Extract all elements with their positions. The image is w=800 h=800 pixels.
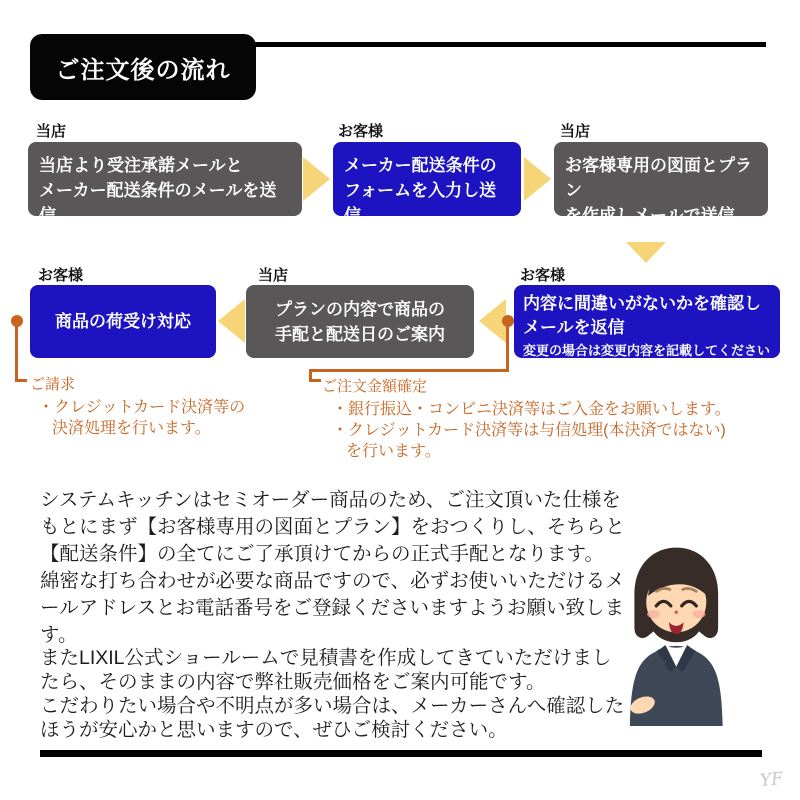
connector-line [506, 326, 509, 372]
flow-step2-line2: フォームを入力し送信 [344, 181, 497, 225]
connector-line [309, 369, 509, 372]
flow-step1-line1: 当店より受注承諾メールと [39, 156, 243, 175]
flow-step2-box [333, 142, 521, 225]
flow-step4-box [514, 285, 780, 358]
billing-label: ご請求 [30, 376, 76, 393]
arrow-right-icon [524, 157, 551, 201]
arrow-left-icon [218, 299, 245, 343]
flow-step1-line2: メーカー配送条件のメールを送信 [39, 181, 277, 225]
flow-step5-line2: 手配と配送日のご案内 [275, 324, 445, 344]
flow-step3-line1: お客様専用の図面とプラン [565, 156, 752, 200]
arrow-down-icon [626, 242, 666, 263]
actor-label-step3: 当店 [560, 123, 591, 140]
actor-label-step1: 当店 [36, 123, 67, 140]
connector-line [15, 379, 27, 382]
actor-label-step4: お客様 [520, 267, 566, 284]
businesswoman-illustration [628, 544, 730, 726]
flow-step5-box [246, 285, 474, 358]
billing-item: ・クレジットカード決済等の [38, 399, 246, 416]
amount-item: ・銀行振込・コンビニ決済等はご入金をお願いします。 [332, 401, 731, 418]
flow-step4-line1: 内容に間違いがないかを確認し [523, 294, 761, 313]
flow-step6-box [30, 285, 216, 358]
amount-label: ご注文金額確定 [322, 378, 428, 395]
page-title-text: ご注文後の流れ [55, 56, 231, 84]
flow-step4-note: 変更の場合は変更内容を記載してください [523, 343, 771, 358]
body-text-line: 【配送条件】の全てにご了承頂けてからの正式手配となります。 [40, 543, 604, 565]
flow-step4-line2: メールを返信 [523, 318, 625, 337]
amount-item: ・クレジットカード決済等は与信処理(本決済ではない) [332, 422, 726, 439]
body-text-line: す。 [40, 624, 78, 646]
body-text-line: システムキッチンはセミオーダー商品のため、ご注文頂いた仕様を [40, 489, 621, 511]
header-rule [240, 42, 766, 47]
page-title [30, 34, 256, 100]
connector-line [15, 326, 18, 382]
actor-label-step6: お客様 [38, 267, 84, 284]
flow-step3-box [554, 142, 768, 225]
flow-step1-box [28, 142, 302, 225]
billing-item-cont: 決済処理を行います。 [52, 420, 211, 437]
body-text-line: ールアドレスとお電話番号をご登録くださいますようお願い致しま [40, 597, 625, 619]
flow-step5-line1: プランの内容で商品の [275, 299, 445, 319]
arrow-right-icon [303, 157, 330, 201]
body-text-line: 綿密な打ち合わせが必要な商品ですので、必ずお使いいただけるメ [40, 570, 625, 592]
amount-item-cont: を行います。 [346, 443, 441, 460]
connector-line [309, 379, 321, 382]
body-text-line: こだわりたい場合や不明点が多い場合は、メーカーさんへ確認した [40, 695, 625, 717]
body-text-line: たら、そのままの内容で弊社販売価格をご案内可能です。 [40, 671, 546, 693]
body-text-line: ほうが安心かと思いますので、ぜひご検討ください。 [40, 719, 508, 741]
actor-label-step5: 当店 [258, 267, 289, 284]
body-text-line: もとにまず【お客様専用の図面とプラン】をおつくりし、そちらと [40, 516, 625, 538]
actor-label-step2: お客様 [338, 123, 384, 140]
footer-rule [40, 750, 762, 757]
watermark: YF [759, 768, 785, 792]
flow-step2-line1: メーカー配送条件の [344, 156, 497, 175]
flow-step6-line1: 商品の荷受け対応 [55, 312, 191, 331]
flow-step3-line2: を作成しメールで送信 [565, 206, 735, 225]
body-text-line: またLIXIL公式ショールームで見積書を作成してきていただけまし [40, 647, 612, 669]
